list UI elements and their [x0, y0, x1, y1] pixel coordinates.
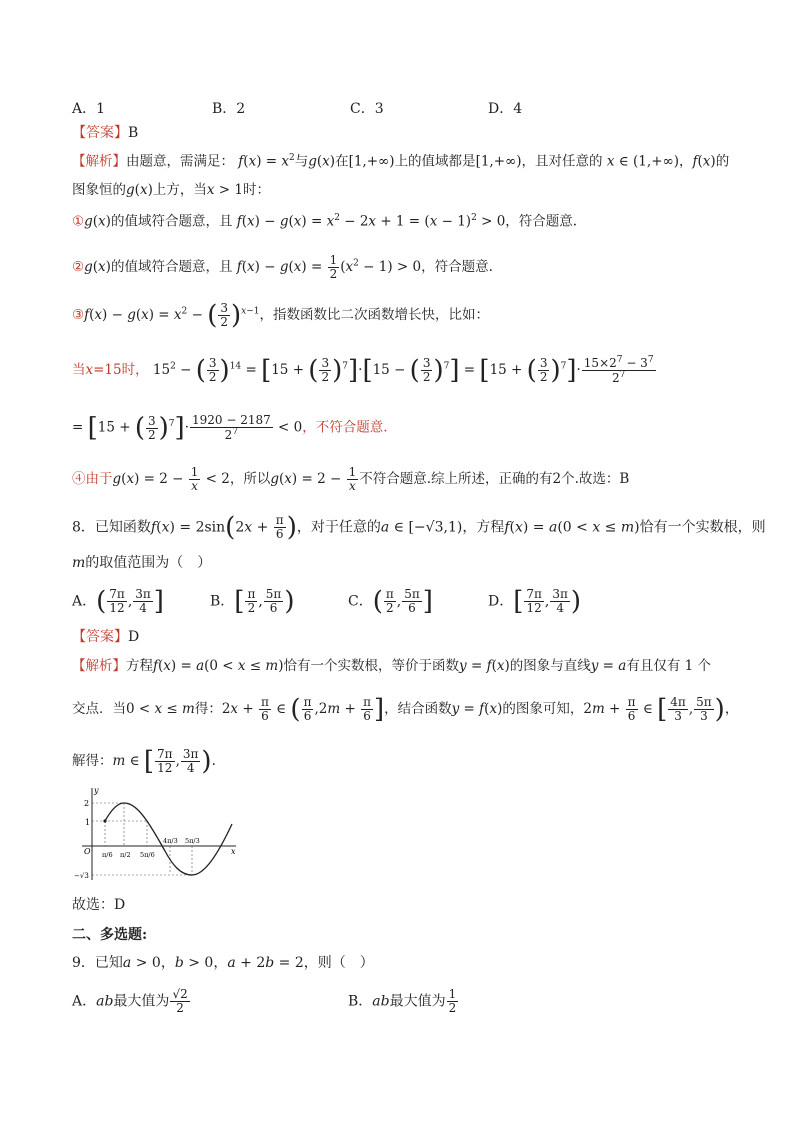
q9-option-a: A．ab最大值为 $\frac{√2}{2}$	[72, 987, 188, 1016]
q8-analysis-line1: 【解析】方程f(x) = a(0 < x ≤ m)恰有一个实数根，等价于函数y = f(x)的图象与直线y = a有且仅有 1 个	[72, 658, 712, 674]
x-tick-4pi-3: 4π/3	[163, 837, 178, 845]
q7-analysis-line1: 【解析】由题意，需满足： $f(x) = x^2$与g(x)在[1,+∞)上的值域都是[1,+∞)，且对任意的 x ∈ (1,+∞)，f(x)的	[72, 153, 730, 170]
origin-label: O	[84, 847, 91, 856]
q7-item2: ②g(x)的值域符合题意，且 f(x) − g(x) = $\frac{1}{2}$ $(x^2 - 1) > 0$，符合题意.	[72, 253, 493, 282]
x-tick-5pi-3: 5π/3	[185, 837, 200, 845]
q7-option-a: A．1	[72, 101, 106, 117]
y-tick-2: 2	[84, 799, 90, 808]
q8-stem-line2: m的取值范围为（ ）	[72, 555, 212, 571]
x-axis-label: x	[231, 847, 236, 856]
q8-choose: 故选：D	[72, 897, 126, 913]
q7-option-c: C．3	[350, 101, 384, 117]
q7-item4: ④由于g(x) = 2 − $\frac{1}{x}$ < 2，所以g(x) = 2 − $\frac{1}{x}$ 不符合题意.综上所述，正确的有2个.故选：B	[72, 465, 630, 494]
y-tick-1: 1	[85, 818, 91, 827]
q9-option-b: B．ab最大值为 $\frac{1}{2}$	[348, 987, 457, 1016]
q8-solve: 解得：m ∈ [ $\frac{7\pi}{12}$ , $\frac{3\pi}{4}$ ).	[72, 746, 216, 777]
q8-option-c: C．( $\frac{\pi}{2}$ , $\frac{5\pi}{6}$ ]	[348, 586, 433, 617]
q7-answer: 【答案】B	[72, 125, 139, 141]
q7-option-b: B．2	[212, 101, 246, 117]
q7-example-line2: = [15 + ( $\frac{3}{2}$ )$^7$]· $\frac{1920 - 2187}{2^7}$ < 0，不符合题意.	[72, 413, 388, 444]
q7-example-line1: 当x=15时， $15^2$ − ( $\frac{3}{2}$ )$^{14}$ = [15 + ( $\frac{3}{2}$ )$^7$]·[15 − ( $\frac{3}{2}$ )$^7$] = [15 + ( $\frac{3}{2}$ )$^7$]· $\frac{15\times 2^7 - 3^7}{2^7}$	[72, 355, 654, 386]
y-tick-neg-sqrt3: −√3	[74, 872, 89, 880]
q8-option-a: A．( $\frac{7\pi}{12}$ , $\frac{3\pi}{4}$ ]	[72, 586, 164, 617]
q8-option-b: B．[ $\frac{\pi}{2}$ , $\frac{5\pi}{6}$ )	[210, 586, 295, 617]
q7-analysis-line2: 图象恒的g(x)上方，当x > 1时：	[72, 182, 270, 198]
start-point	[103, 819, 106, 822]
sine-graph	[72, 784, 240, 884]
x-tick-pi-2: π/2	[120, 851, 131, 859]
y-axis-label: y	[94, 786, 99, 795]
section-title: 二、多选题:	[72, 927, 148, 943]
q9-stem: 9．已知a > 0，b > 0，a + 2b = 2，则（ ）	[72, 955, 374, 971]
answer-label: 【答案】	[72, 125, 128, 141]
q7-item1: ①g(x)的值域符合题意，且 $f(x) - g(x) = x^2 - 2x + 1 = (x - 1)^2 > 0$，符合题意.	[72, 213, 578, 230]
q8-stem-line1: 8．已知函数f(x) = 2sin(2x + $\frac{\pi}{6}$ )，对于任意的a ∈ [−√3,1)，方程f(x) = a(0 < x ≤ m)恰有一个实数根，则	[72, 512, 766, 543]
q7-item3: ③f(x) − $g(x) = x^2$ − ( $\frac{3}{2}$ )$^{x-1}$，指数函数比二次函数增长快，比如：	[72, 300, 489, 331]
q8-option-d: D．[ $\frac{7\pi}{12}$ , $\frac{3\pi}{4}$ )	[488, 586, 582, 617]
q7-option-d: D．4	[488, 101, 523, 117]
x-tick-pi-6: π/6	[102, 851, 113, 859]
x-tick-5pi-6: 5π/6	[140, 851, 155, 859]
q8-answer: 【答案】D	[72, 629, 140, 645]
q8-analysis-line2: 交点．当0 < x ≤ m得：2x + $\frac{\pi}{6}$ ∈ ( $\frac{\pi}{6}$ ,2m + $\frac{\pi}{6}$ ]，结合函数y = f(x)的图象可知，2m + $\frac{\pi}{6}$ ∈ [ $\frac{4\pi}{3}$ , $\frac{5\pi}{3}$ )，	[72, 694, 739, 725]
